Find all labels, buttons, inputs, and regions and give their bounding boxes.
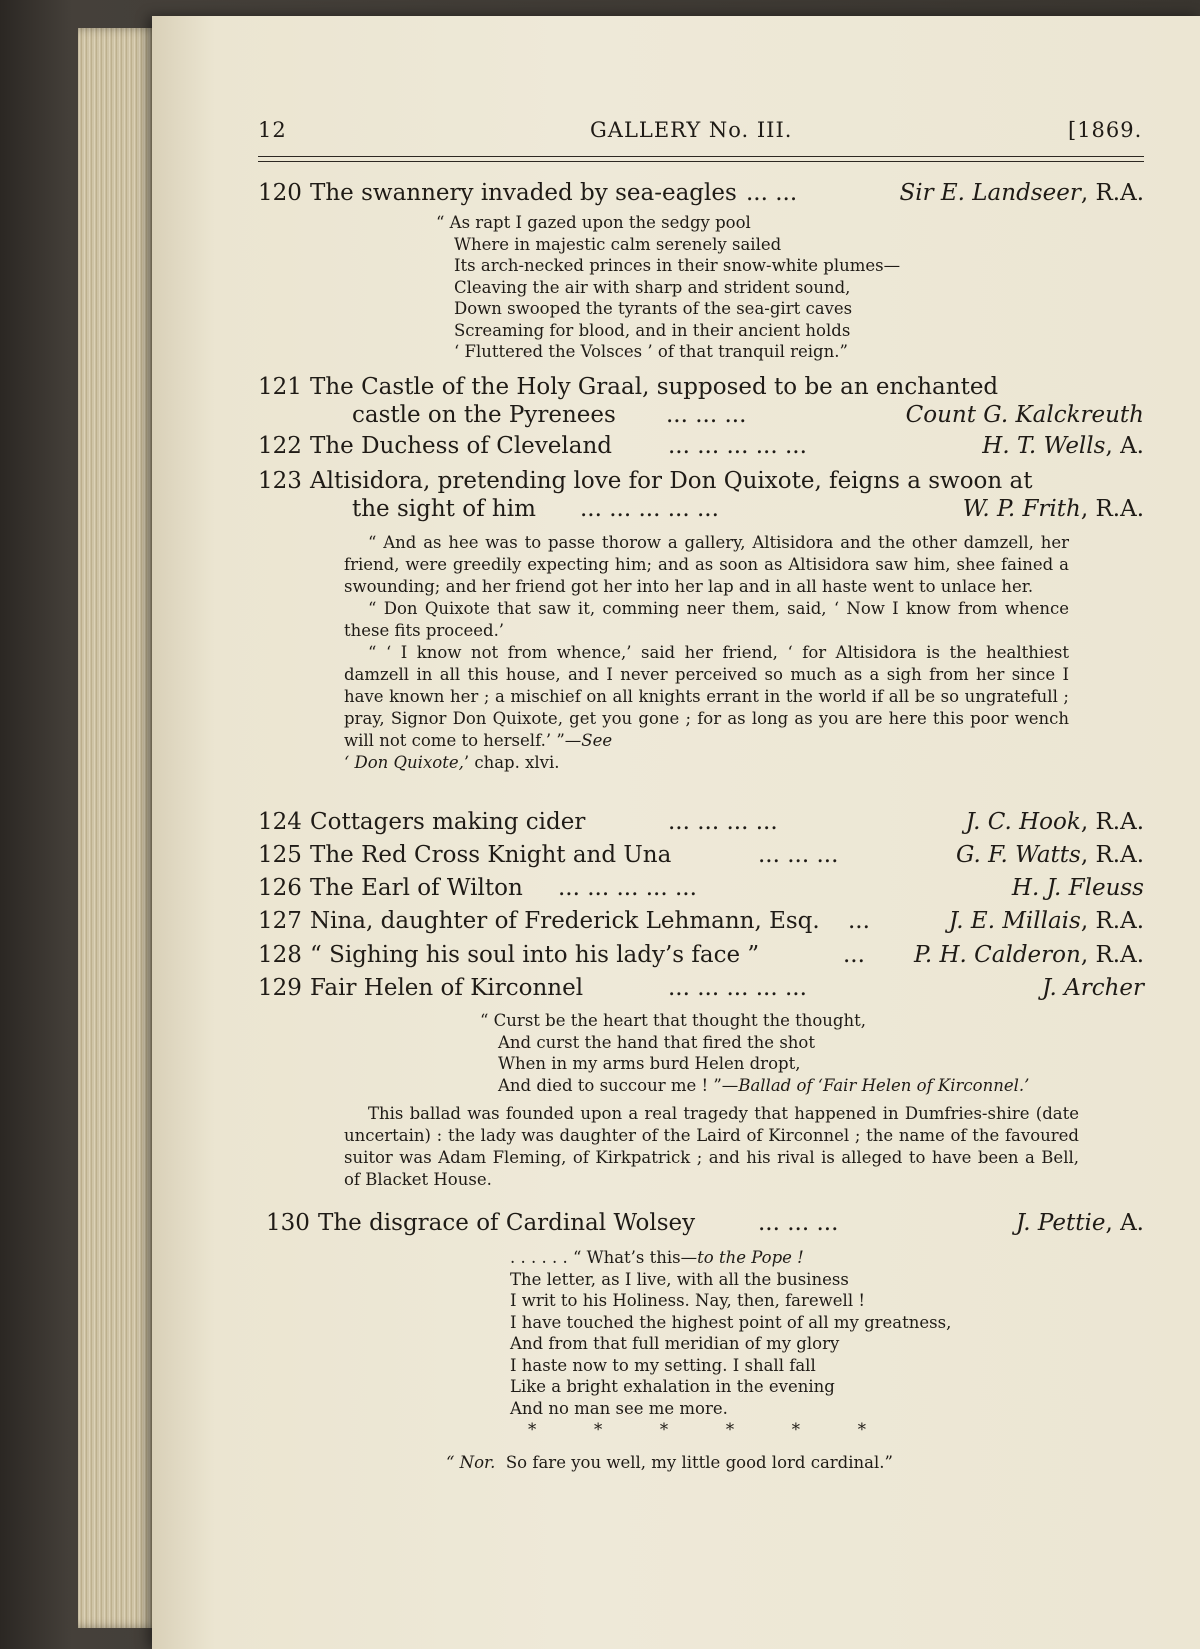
leader-dots: ... ... ... ... ... — [558, 875, 697, 901]
asterism: * * * * * * — [528, 1420, 866, 1439]
entry-artist: G. F. Watts, R.A. — [956, 842, 1144, 868]
entry-quote: . . . . . . “ What’s this—to the Pope ! The letter, as I live, with all the business I writ to his Holiness. Nay, then, farewell ! I have touched the highest point of all my greatness, And from that full meridian of my glory I haste now to my setting. I shall fall Like a bright exhalation in the evening And no man see me more. * * * * * * — [510, 1248, 952, 1439]
entry-artist: H. T. Wells, A. — [982, 433, 1144, 459]
page-edges — [78, 28, 158, 1628]
leader-dots: ... ... ... ... — [668, 809, 778, 835]
catalogue-entry — [258, 941, 1144, 969]
entry-artist: H. J. Fleuss — [1011, 875, 1144, 901]
entry-title: Cottagers making cider — [310, 809, 586, 835]
page-title: GALLERY No. III. — [590, 118, 793, 142]
header-rule — [258, 156, 1144, 157]
page-year: [1869. — [1068, 118, 1143, 142]
entry-title: The Duchess of Cleveland — [310, 433, 612, 459]
entry-artist: Sir E. Landseer, R.A. — [899, 180, 1144, 206]
closing-line: “ Nor. So fare you well, my little good lord cardinal.” — [446, 1453, 893, 1472]
catalogue-entry — [258, 808, 1144, 836]
entry-title-continued: the sight of him — [352, 496, 536, 522]
catalogue-entry — [258, 373, 1144, 429]
catalogue-entry — [258, 874, 1144, 902]
entry-title: The Red Cross Knight and Una — [310, 842, 672, 868]
entry-artist: W. P. Frith, R.A. — [962, 496, 1144, 522]
catalogue-entry — [258, 974, 1144, 1002]
leader-dots: ... ... ... — [758, 1210, 839, 1236]
entry-artist: J. Pettie, A. — [1015, 1210, 1144, 1236]
entry-artist: J. Archer — [1042, 975, 1144, 1001]
entry-artist: Count G. Kalckreuth — [905, 402, 1144, 428]
entry-title: The Castle of the Holy Graal, supposed to be an enchanted — [310, 374, 999, 400]
entry-number: 120 — [258, 180, 302, 206]
entry-number: 124 — [258, 809, 302, 835]
page-number: 12 — [258, 118, 287, 142]
entry-artist: J. E. Millais, R.A. — [948, 908, 1144, 934]
leader-dots: ... ... ... ... ... — [668, 975, 807, 1001]
entry-number: 122 — [258, 433, 302, 459]
entry-title: Altisidora, pretending love for Don Quixote, feigns a swoon at — [310, 468, 1033, 494]
entry-title: The Earl of Wilton — [310, 875, 523, 901]
entry-excerpt: “ And as hee was to passe thorow a gallery, Altisidora and the other damzell, her friend, were greedily expecting him; and as soon as Altisidora saw him, shee fained a swounding; and her friend got her into her lap and in all haste went to unlace her. “ Don Quixote that saw it, comming neer them, said, ‘ Now I know from whence these fits proceed.’ “ ‘ I know not from whence,’ said her friend, ‘ for Altisidora is the healthiest damzell in all this house, and I never perceived so much as a sigh from her since I have known her ; a mischief on all knights errant in the world if all be so ungratefull ; pray, Signor Don Quixote, get you gone ; for as long as you are here this poor wench will not come to herself.’ ”—See ‘ Don Quixote,’ chap. xlvi. — [344, 533, 1069, 772]
entry-number: 121 — [258, 374, 302, 400]
leader-dots: ... — [848, 908, 870, 934]
leader-dots: ... ... ... ... ... — [580, 496, 719, 522]
entry-number: 129 — [258, 975, 302, 1001]
catalogue-entry — [258, 432, 1144, 460]
catalogue-entry — [258, 907, 1144, 935]
leader-dots: ... ... ... — [666, 402, 747, 428]
entry-number: 130 — [266, 1210, 310, 1236]
leader-dots: ... ... — [746, 180, 798, 206]
entry-artist: P. H. Calderon, R.A. — [914, 942, 1144, 968]
entry-number: 127 — [258, 908, 302, 934]
catalogue-entry — [258, 179, 1144, 207]
entry-title: The swannery invaded by sea-eagles — [310, 180, 737, 206]
leader-dots: ... ... ... — [758, 842, 839, 868]
entry-number: 123 — [258, 468, 302, 494]
entry-number: 125 — [258, 842, 302, 868]
entry-title: Fair Helen of Kirconnel — [310, 975, 584, 1001]
entry-note: This ballad was founded upon a real tragedy that happened in Dumfries-shire (date uncertain) : the lady was daughter of the Laird of Kirconnel ; the name of the favoured suitor was Adam Fleming, of Kirkpatrick ; and his rival is alleged to have been a Bell, of Blacket House. — [344, 1104, 1079, 1189]
catalogue-entry — [258, 467, 1144, 523]
entry-quote: “ Curst be the heart that thought the thought, And curst the hand that fired the shot When in my arms burd Helen dropt, And died to succour me ! ”—Ballad of ‘Fair Helen of Kirconnel.’ — [480, 1011, 1030, 1095]
entry-title: “ Sighing his soul into his lady’s face ” — [310, 942, 760, 968]
entry-artist: J. C. Hook, R.A. — [965, 809, 1144, 835]
entry-title: Nina, daughter of Frederick Lehmann, Esq. — [310, 908, 820, 934]
header-rule-thin — [258, 161, 1144, 162]
entry-quote: “ As rapt I gazed upon the sedgy pool Where in majestic calm serenely sailed Its arch-necked princes in their snow-white plumes— Cleaving the air with sharp and strident sound, Down swooped the tyrants of the sea-girt caves Screaming for blood, and in their ancient holds ‘ Fluttered the Volsces ’ of that tranquil reign.” — [436, 213, 901, 361]
catalogue-entry — [266, 1209, 1144, 1237]
catalogue-entry — [258, 841, 1144, 869]
entry-title-continued: castle on the Pyrenees — [352, 402, 616, 428]
leader-dots: ... ... ... ... ... — [668, 433, 807, 459]
entry-number: 128 — [258, 942, 302, 968]
entry-title: The disgrace of Cardinal Wolsey — [318, 1210, 696, 1236]
entry-number: 126 — [258, 875, 302, 901]
leader-dots: ... — [843, 942, 865, 968]
